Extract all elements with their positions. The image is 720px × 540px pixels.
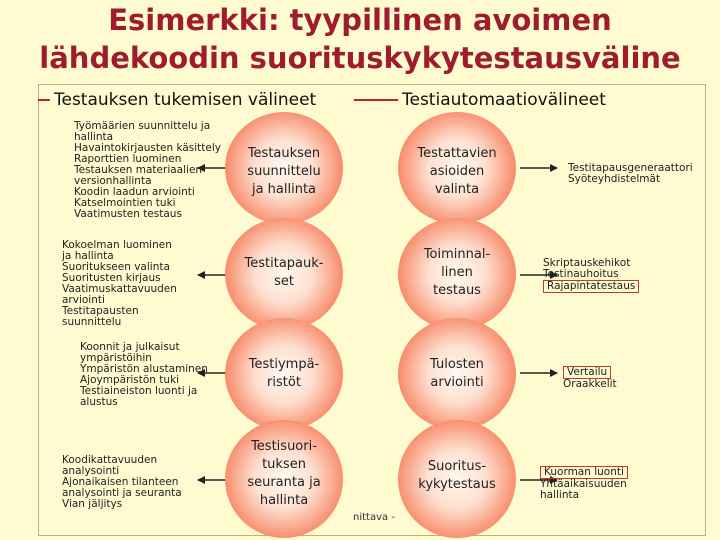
circle-label: Testitapauk- set <box>244 256 324 289</box>
circle-label: Toiminnal- linen testaus <box>423 247 491 298</box>
right-list-functional <box>543 258 693 293</box>
highlighted-item-rajapintatestaus: Rajapintatestaus <box>543 280 639 293</box>
right-list-line: Testinauhoitus <box>543 268 619 280</box>
right-list-performance <box>540 466 690 501</box>
right-list-evaluation <box>563 366 703 390</box>
circle-label: Testauksen suunnittelu ja hallinta <box>247 146 321 197</box>
right-list-generators <box>568 163 708 185</box>
circle-label: Testisuori- tuksen seuranta ja hallinta <box>247 439 321 508</box>
right-section-header: Testiautomaatiovälineet <box>398 90 610 110</box>
slide-title-line-2: lähdekoodin suorituskykytestausväline <box>39 41 681 75</box>
right-list-line: Testitapausgeneraattori <box>568 162 693 174</box>
circle-label: Testattavien asioiden valinta <box>417 146 497 197</box>
left-list-execution: Koodikattavuuden analysointi Ajonaikaisen tilanteen analysointi ja seuranta Vian jäljitys <box>62 454 182 510</box>
right-list-line: Skriptauskehikot <box>543 257 631 269</box>
left-list-support: Työmäärien suunnittelu ja hallinta Havaintokirjausten käsittely Raporttien luominen Testauksen materiaalien versionhallinta Koodin laadun arviointi Katselmointien tuki Vaatimusten testaus <box>74 120 221 220</box>
slide-title-line-1: Esimerkki: tyypillinen avoimen <box>108 3 612 37</box>
right-list-line: Yhtäaikaisuuden <box>540 478 627 490</box>
highlighted-item-vertailu: Vertailu <box>563 366 611 379</box>
right-list-line: hallinta <box>540 489 580 501</box>
highlighted-item-kuorman-luonti: Kuorman luonti <box>540 466 628 479</box>
left-list-environments: Koonnit ja julkaisut ympäristöihin Ympäristön alustaminen Ajoympäristön tuki Testiaineiston luonti ja alustus <box>80 341 208 408</box>
right-list-line: Oraakkelit <box>563 378 617 390</box>
left-list-test-cases: Kokoelman luominen ja hallinta Suoritukseen valinta Suoritusten kirjaus Vaatimuskattavuuden arviointi Testitapausten suunnittelu <box>62 239 177 328</box>
circle-label: Suoritus- kykytestaus <box>418 459 496 492</box>
circle-label: Tulosten arviointi <box>430 357 484 390</box>
right-list-line: Syöteyhdistelmät <box>568 173 661 185</box>
circle-label: Testiympä- ristöt <box>248 357 320 390</box>
footer-fragment: nittava - <box>353 512 395 523</box>
left-section-header: Testauksen tukemisen välineet <box>50 90 320 110</box>
